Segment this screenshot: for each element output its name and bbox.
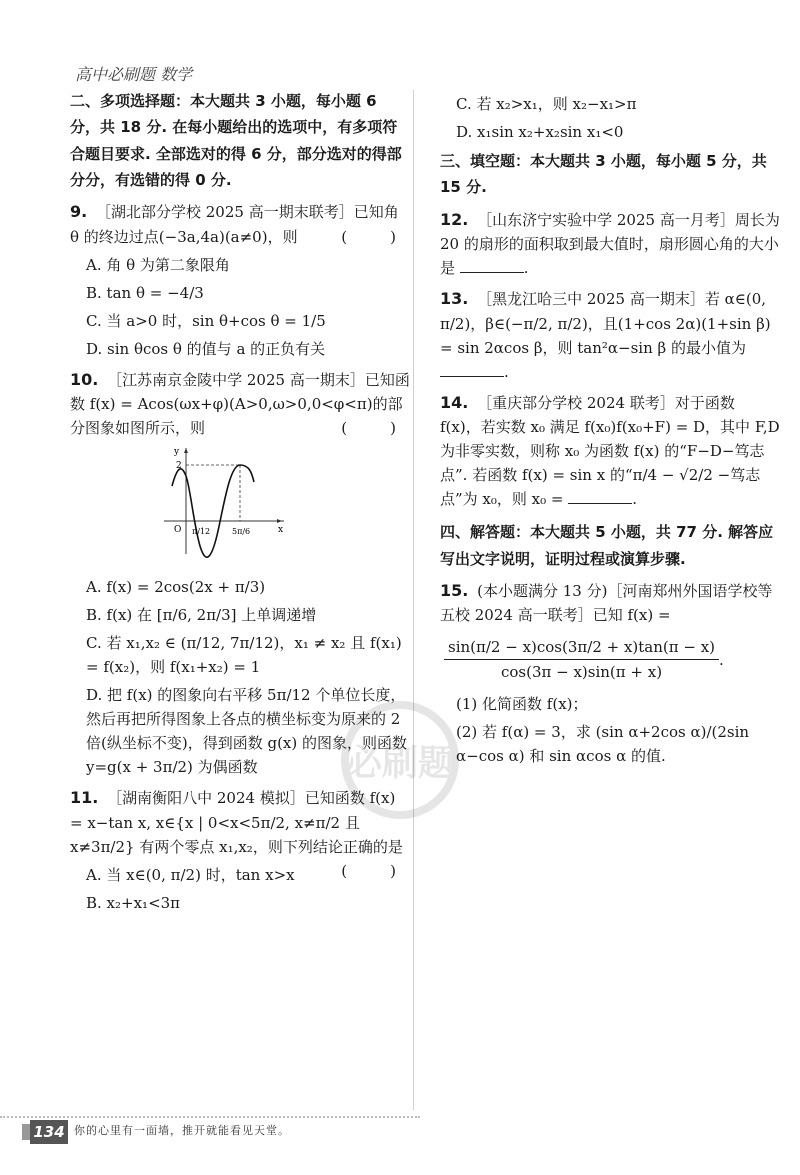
option-a: A. f(x) = 2cos(2x + π/3) [86,578,266,597]
answer-paren: ( ) [341,861,410,880]
stem-tail: . [632,490,638,509]
option-b: B. x₂+x₁<3π [86,893,181,912]
stem-tail: . [523,259,529,278]
section-4-heading: 四、解答题：本大题共 5 小题，共 77 分. 解答应写出文字说明，证明过程或演算步骤. [440,523,774,568]
watermark-logo [320,700,480,820]
footer-dotted-rule [0,1116,420,1118]
option-a: A. 角 θ 为第二象限角 [86,255,230,274]
question-number: 10. [70,369,99,389]
formula-numerator: sin(π/2 − x)cos(3π/2 + x)tan(π − x) [444,635,719,660]
footer-motto: 你的心里有一面墙，推开就能看见天堂。 [74,1124,290,1137]
q11-option-c: C. 若 x₂>x₁，则 x₂−x₁>π [456,95,637,113]
formula-denominator: cos(3π − x)sin(π + x) [500,663,663,682]
fraction-formula [444,635,780,684]
question-15 [440,578,780,769]
y-axis-arrow [184,448,188,453]
question-stem: ［山东济宁实验中学 2025 高一月考］周长为 20 的扇形的面积取到最大值时，扇形圆心角的大小是 [440,210,780,278]
option-b: B. f(x) 在 [π/6, 2π/3] 上单调递增 [86,606,317,625]
option-d: D. sin θcos θ 的值与 a 的正负有关 [86,339,326,358]
answer-paren: ( ) [341,227,410,246]
option-b: B. tan θ = −4/3 [86,283,204,302]
right-column [440,88,780,772]
question-number: 13. [440,289,469,309]
column-divider [413,90,414,1110]
question-number: 9. [70,202,88,221]
formula-tail: . [719,650,724,669]
answer-paren: ( ) [341,419,410,438]
question-number: 14. [440,392,469,412]
running-header: 高中必刷题 数学 [75,65,193,84]
y-max-label: 2 [176,461,182,472]
answer-blank[interactable] [460,258,524,273]
y-axis-label: y [174,447,180,458]
answer-blank[interactable] [568,489,632,504]
question-9 [70,199,410,361]
question-number: 12. [440,209,469,229]
q11-option-d: D. x₁sin x₂+x₂sin x₁<0 [456,123,624,141]
option-c: C. 当 a>0 时，sin θ+cos θ = 1/5 [86,311,326,330]
question-number: 15. [440,580,469,600]
section-3-heading: 三、填空题：本大题共 3 小题，每小题 5 分，共 15 分. [440,152,767,197]
option-a: A. 当 x∈(0, π/2) 时，tan x>x [86,865,295,884]
question-number: 11. [70,788,99,808]
cosine-graph-figure [160,446,290,558]
section-2-heading: 二、多项选择题：本大题共 3 小题，每小题 6 分，共 18 分. 在每小题给出的选项中，有多项符合题目要求. 全部选对的得 6 分，部分选对的得部分分，有选错的得 0 分. [70,92,402,189]
part-2: (2) 若 f(α) = 3，求 (sin α+2cos α)/(2sin α−cos α) 和 sin αcos α 的值. [456,723,750,766]
question-stem: (本小题满分 13 分)［河南郑州外国语学校等五校 2024 高一联考］已知 f(x) = [440,581,773,625]
page-footer [0,1108,800,1175]
cosine-curve [172,465,254,557]
stem-tail: . [504,362,509,381]
question-14 [440,390,780,512]
svg-text:必刷题: 必刷题 [345,742,455,784]
x-axis-label: x [278,525,284,536]
question-stem: ［湖南衡阳八中 2024 模拟］已知函数 f(x) = x−tan x, x∈{x | 0<x<5π/2, x≠π/2 且 x≠3π/2} 有两个零点 x₁,x₂，则下列结论正确的是 [70,789,403,856]
question-13 [440,286,780,384]
origin-label: O [174,525,182,536]
x-tick-pi-12: π/12 [192,527,211,537]
part-1: (1) 化简函数 f(x)； [456,695,588,714]
question-stem: ［湖北部分学校 2025 高一期末联考］已知角 θ 的终边过点(−3a,4a)(a≠0)，则 [70,203,399,246]
answer-blank[interactable] [440,362,504,377]
x-axis-arrow [277,519,282,523]
x-tick-5pi-6: 5π/6 [232,527,251,537]
question-stem: ［重庆部分学校 2024 联考］对于函数 f(x)，若实数 x₀ 满足 f(x₀)f(x₀+F) = D，其中 F,D 为非零实数，则称 x₀ 为函数 f(x) 的“F−D−笃志点”. 若函数 f(x) = sin x 的“π/4 − √2/2 −笃志点”为 x₀，则 x₀ = [440,393,780,509]
option-d: D. 把 f(x) 的图象向右平移 5π/12 个单位长度，然后再把所得图象上各点的横坐标变为原来的 2 倍(纵坐标不变)，得到函数 g(x) 的图象，则函数 y=g(x + 3π/2) 为偶函数 [86,686,408,777]
page-number: 134 [30,1120,68,1144]
question-stem: ［黑龙江哈三中 2025 高一期末］若 α∈(0, π/2)，β∈(−π/2, π/2)，且(1+cos 2α)(1+sin β) = sin 2αcos β，则 tan²α−sin β 的最小值为 [440,290,771,357]
question-stem: ［江苏南京金陵中学 2025 高一期末］已知函数 f(x) = Acos(ωx+φ)(A>0,ω>0,0<φ<π)的部分图象如图所示，则 [70,370,410,438]
option-c: C. 若 x₁,x₂ ∈ (π/12, 7π/12)，x₁ ≠ x₂ 且 f(x₁) = f(x₂)，则 f(x₁+x₂) = 1 [86,634,402,677]
question-12 [440,207,780,281]
